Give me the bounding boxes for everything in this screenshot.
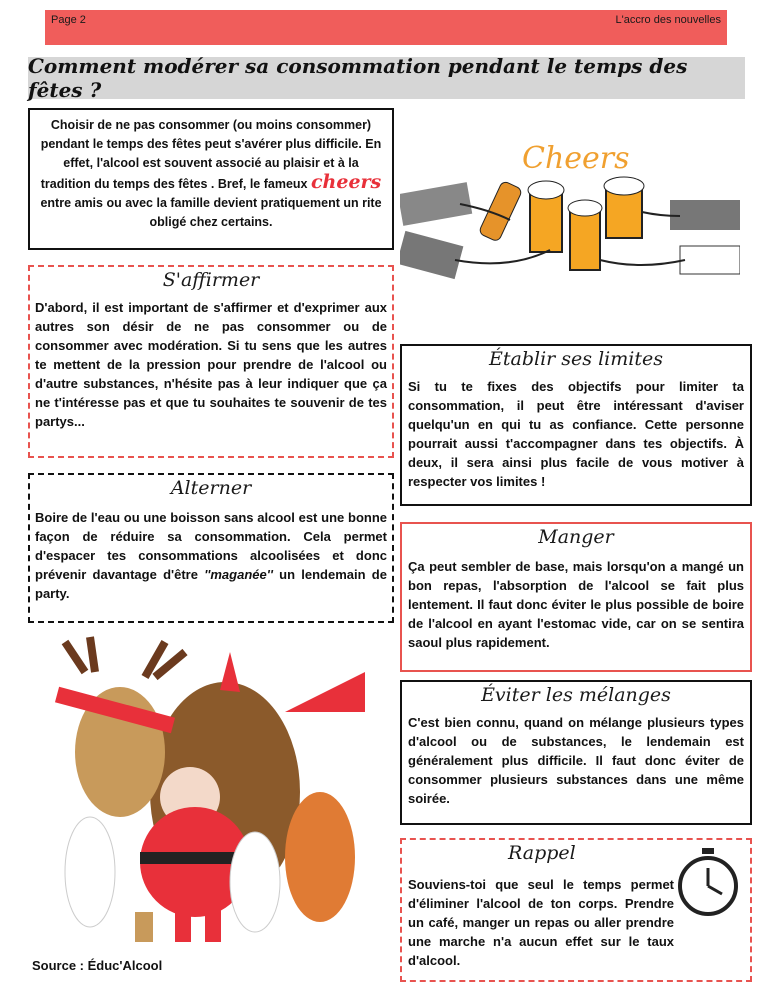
melanges-title: Éviter les mélanges bbox=[481, 684, 671, 706]
antlers-shape bbox=[65, 637, 185, 677]
rabbit2-shape bbox=[230, 832, 280, 932]
melanges-box bbox=[400, 680, 752, 825]
newsletter-name: L'accro des nouvelles bbox=[615, 14, 721, 26]
glass2-shape bbox=[570, 208, 600, 270]
header-bar bbox=[45, 10, 727, 45]
rabbit1-shape bbox=[65, 817, 115, 927]
santa-leg1-shape bbox=[175, 907, 191, 942]
moose-leg-shape bbox=[135, 912, 153, 942]
right-sleeve2-shape bbox=[680, 246, 740, 274]
foam2-shape bbox=[568, 200, 602, 216]
foam1-shape bbox=[528, 181, 564, 199]
party-hat-shape bbox=[220, 652, 240, 692]
left-sleeve2-shape bbox=[400, 231, 463, 279]
bottle-shape bbox=[478, 180, 522, 242]
intro-text-after: entre amis ou avec la famille devient pratiquement un rite obligé chez certains. bbox=[40, 196, 382, 229]
manger-title: Manger bbox=[538, 526, 614, 548]
limites-title: Établir ses limites bbox=[489, 348, 663, 370]
hand4-shape bbox=[600, 260, 685, 265]
alterner-body bbox=[35, 508, 387, 603]
page-title: Comment modérer sa consommation pendant le temps des fêtes ? bbox=[28, 57, 745, 99]
affirmer-title: S'affirmer bbox=[162, 269, 260, 291]
fox-shape bbox=[285, 792, 355, 922]
affirmer-body: D'abord, il est important de s'affirmer et d'exprimer aux autres son désir de ne pas consommer ou de consommer avec modération. Si tu sens que les autres te mettent de la pression pour prendre de l'alcool ou d'autre substances, n'hésite pas à leur indiquer que ça ne t'intéresse pas et que tu souhaites te souvenir de tes partys... bbox=[35, 300, 387, 429]
rappel-title: Rappel bbox=[508, 842, 576, 864]
right-sleeve-shape bbox=[670, 200, 740, 230]
source-credit: Source : Éduc'Alcool bbox=[32, 958, 163, 973]
alterner-body-after: un lendemain de party. bbox=[35, 567, 387, 601]
santa-leg2-shape bbox=[205, 907, 221, 942]
animals-drawing bbox=[45, 632, 375, 942]
affirmer-box bbox=[28, 265, 394, 458]
cheers-illustration bbox=[400, 120, 740, 300]
alterner-box bbox=[28, 473, 394, 623]
manger-body: Ça peut sembler de base, mais lorsqu'on a mangé un bon repas, l'absorption de l'alcool se fait plus lentement. Il faut donc éviter le plus possible de boire de l'alcool en ayant l'estomac vide, car on se sentira saoul plus rapidement. bbox=[408, 559, 744, 650]
holiday-animals-illustration bbox=[45, 632, 375, 942]
melanges-body: C'est bien connu, quand on mélange plusieurs types d'alcool ou de substances, le lendemain est généralement plus difficile. Il faut donc éviter de consommer plusieurs substances dans une même soirée. bbox=[408, 715, 744, 806]
foam3-shape bbox=[604, 177, 644, 195]
intro-box bbox=[28, 108, 394, 250]
limites-box bbox=[400, 344, 752, 506]
alterner-quote: ''maganée'' bbox=[204, 567, 273, 582]
cheers-label: Cheers bbox=[522, 141, 630, 176]
rappel-box bbox=[400, 838, 752, 982]
alterner-title: Alterner bbox=[170, 477, 252, 499]
limites-body: Si tu te fixes des objectifs pour limiter ta consommation, il peut être intéressant d'aviser quelqu'un en qui tu as confiance. Cette personne pourrait aussi t'accompagner dans tes objectifs. À deux, il sera ainsi plus facile de vous motiver à respecter vos limites ! bbox=[408, 379, 744, 489]
alterner-body-before: Boire de l'eau ou une boisson sans alcool est une bonne façon de réduire sa consommation. Cela permet d'espacer tes consommations alcoolisées et donc prévenir davantage d'être bbox=[35, 510, 387, 582]
cheers-drawing bbox=[400, 120, 740, 300]
intro-text-before: Choisir de ne pas consommer (ou moins consommer) pendant le temps des fêtes peut s'avérer plus difficile. En effet, l'alcool est souvent associé au plaisir et à la tradition du temps des fêtes . Bref, le fameux bbox=[40, 118, 382, 191]
manger-box bbox=[400, 522, 752, 672]
intro-highlight: cheers bbox=[310, 171, 382, 193]
rappel-body: Souviens-toi que seul le temps permet d'éliminer l'alcool de ton corps. Prendre un café, manger un repas ou aller prendre une marche n'a aucun effet sur le taux d'alcool. bbox=[408, 877, 674, 968]
stopwatch-icon bbox=[674, 846, 742, 918]
page-number: Page 2 bbox=[51, 14, 86, 26]
horn-shape bbox=[285, 672, 365, 712]
